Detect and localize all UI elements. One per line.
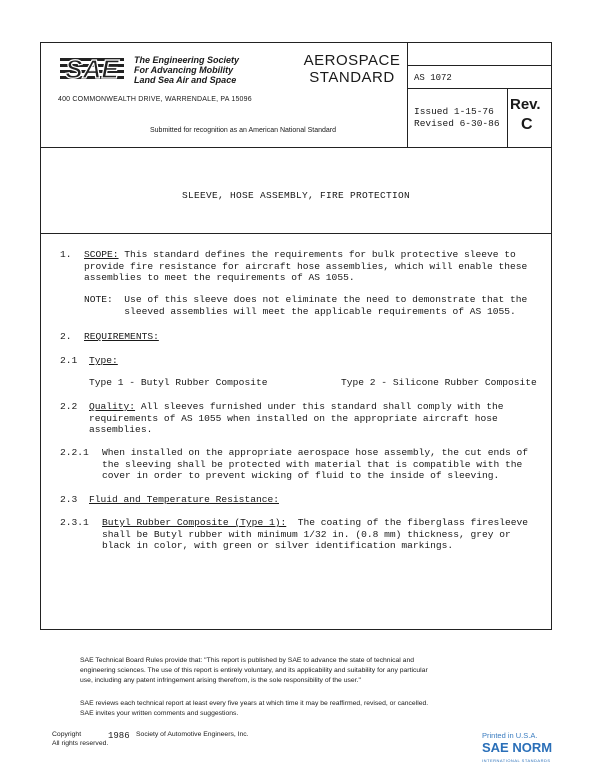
text-line: the sleeving shall be protected with material that is compatible with the	[102, 458, 523, 470]
logo-text: SAE	[65, 54, 119, 84]
brand-subtitle: INTERNATIONAL STANDARDS	[482, 758, 551, 763]
submitted-note: Submitted for recognition as an American National Standard	[150, 127, 336, 134]
section-number: 2.2.1	[60, 447, 89, 458]
text-line: black in color, with green or silver identification markings.	[102, 540, 454, 551]
society-name	[134, 55, 239, 85]
section-number: 2.1	[60, 355, 78, 366]
copyright	[52, 730, 108, 748]
section-heading: SCOPE:	[84, 249, 119, 260]
text-line: This standard defines the requirements for bulk protective sleeve to	[118, 249, 516, 260]
copyright-label: Copyright	[52, 731, 82, 738]
brand-text: SAE NORM	[482, 740, 553, 755]
footer-line: use, including any patent infringement arising therefrom, is the sole responsibility of the user."	[80, 677, 361, 684]
footer-line: SAE reviews each technical report at least every five years at which time it may be reaffirmed, revised, or cancelled.	[80, 700, 429, 707]
footer-line: SAE Technical Board Rules provide that: "This report is published by SAE to advance the state of technical and	[80, 657, 415, 664]
text-line: shall be Butyl rubber with minimum 1/32 in. (0.8 mm) thickness, grey or	[102, 528, 511, 540]
rev-value: C	[521, 116, 533, 133]
note-line: NOTE: Use of this sleeve does not eliminate the need to demonstrate that the	[84, 294, 528, 305]
category	[294, 52, 410, 86]
note-line: sleeved assemblies will meet the applicable requirements of AS 1055.	[84, 305, 516, 317]
type-1: Type 1 - Butyl Rubber Composite	[89, 377, 268, 388]
copyright-year: 1986	[108, 731, 130, 741]
text-line: provide fire resistance for aircraft hose assemblies, which will enable these	[84, 260, 528, 272]
text-line: The coating of the fiberglass firesleeve	[286, 517, 529, 528]
printed-in: Printed in U.S.A.	[482, 731, 538, 740]
quality-paragraph	[89, 401, 504, 413]
issue-dates	[414, 106, 500, 130]
society-line: Land Sea Air and Space	[134, 75, 237, 85]
header-divider	[40, 147, 552, 148]
rev-box-rule	[507, 88, 508, 147]
rev-label: Rev.	[510, 96, 541, 113]
copyright-holder: Society of Automotive Engineers, Inc.	[136, 731, 249, 738]
society-line: For Advancing Mobility	[134, 65, 234, 75]
footer-disclaimer	[80, 656, 428, 686]
section-heading: Butyl Rubber Composite (Type 1):	[102, 517, 287, 528]
scope-paragraph	[84, 249, 516, 261]
text-line: requirements of AS 1055 when installed on the appropriate aircraft hose	[89, 412, 498, 424]
society-line: The Engineering Society	[134, 55, 240, 65]
text-line: assemblies.	[89, 424, 153, 435]
document-title: SLEEVE, HOSE ASSEMBLY, FIRE PROTECTION	[181, 190, 411, 201]
text-line: assemblies to meet the requirements of AS 1055.	[84, 272, 355, 283]
category-line: STANDARD	[309, 69, 395, 86]
section-heading: REQUIREMENTS:	[84, 331, 159, 342]
section-number: 2.2	[60, 401, 78, 412]
section-number: 2.3.1	[60, 517, 89, 528]
revised-date: Revised 6-30-86	[414, 118, 500, 129]
text-line: All sleeves furnished under this standard shall comply with the	[135, 401, 504, 412]
footer-line: SAE invites your written comments and suggestions.	[80, 710, 239, 717]
section-number: 1.	[60, 249, 72, 260]
issued-date: Issued 1-15-76	[414, 106, 494, 117]
title-divider	[40, 233, 552, 234]
footer-line: engineering sciences. The use of this report is entirely voluntary, and its applicability and suitability for any particular	[80, 667, 428, 674]
sae-logo	[58, 54, 126, 84]
section-heading: Quality:	[89, 401, 136, 412]
section-number: 2.	[60, 331, 72, 342]
section-number: 2.3	[60, 494, 78, 505]
text-line: cover in order to prevent wicking of fluid to the inside of sleeving.	[102, 470, 500, 481]
category-line: AEROSPACE	[303, 52, 401, 69]
rights-reserved: All rights reserved.	[52, 740, 109, 747]
address: 400 COMMONWEALTH DRIVE, WARRENDALE, PA 15096	[58, 96, 252, 103]
butyl-paragraph	[102, 517, 528, 529]
section-heading: Fluid and Temperature Resistance:	[89, 494, 279, 505]
number-box-top	[407, 65, 552, 66]
number-box-bottom	[407, 88, 552, 89]
footer-review	[80, 699, 428, 719]
section-heading: Type:	[89, 355, 118, 366]
doc-number: AS 1072	[414, 73, 452, 83]
type-2: Type 2 - Silicone Rubber Composite	[341, 377, 537, 388]
text-line: When installed on the appropriate aerospace hose assembly, the cut ends of	[102, 447, 529, 458]
sae-norm-brand	[482, 740, 552, 755]
